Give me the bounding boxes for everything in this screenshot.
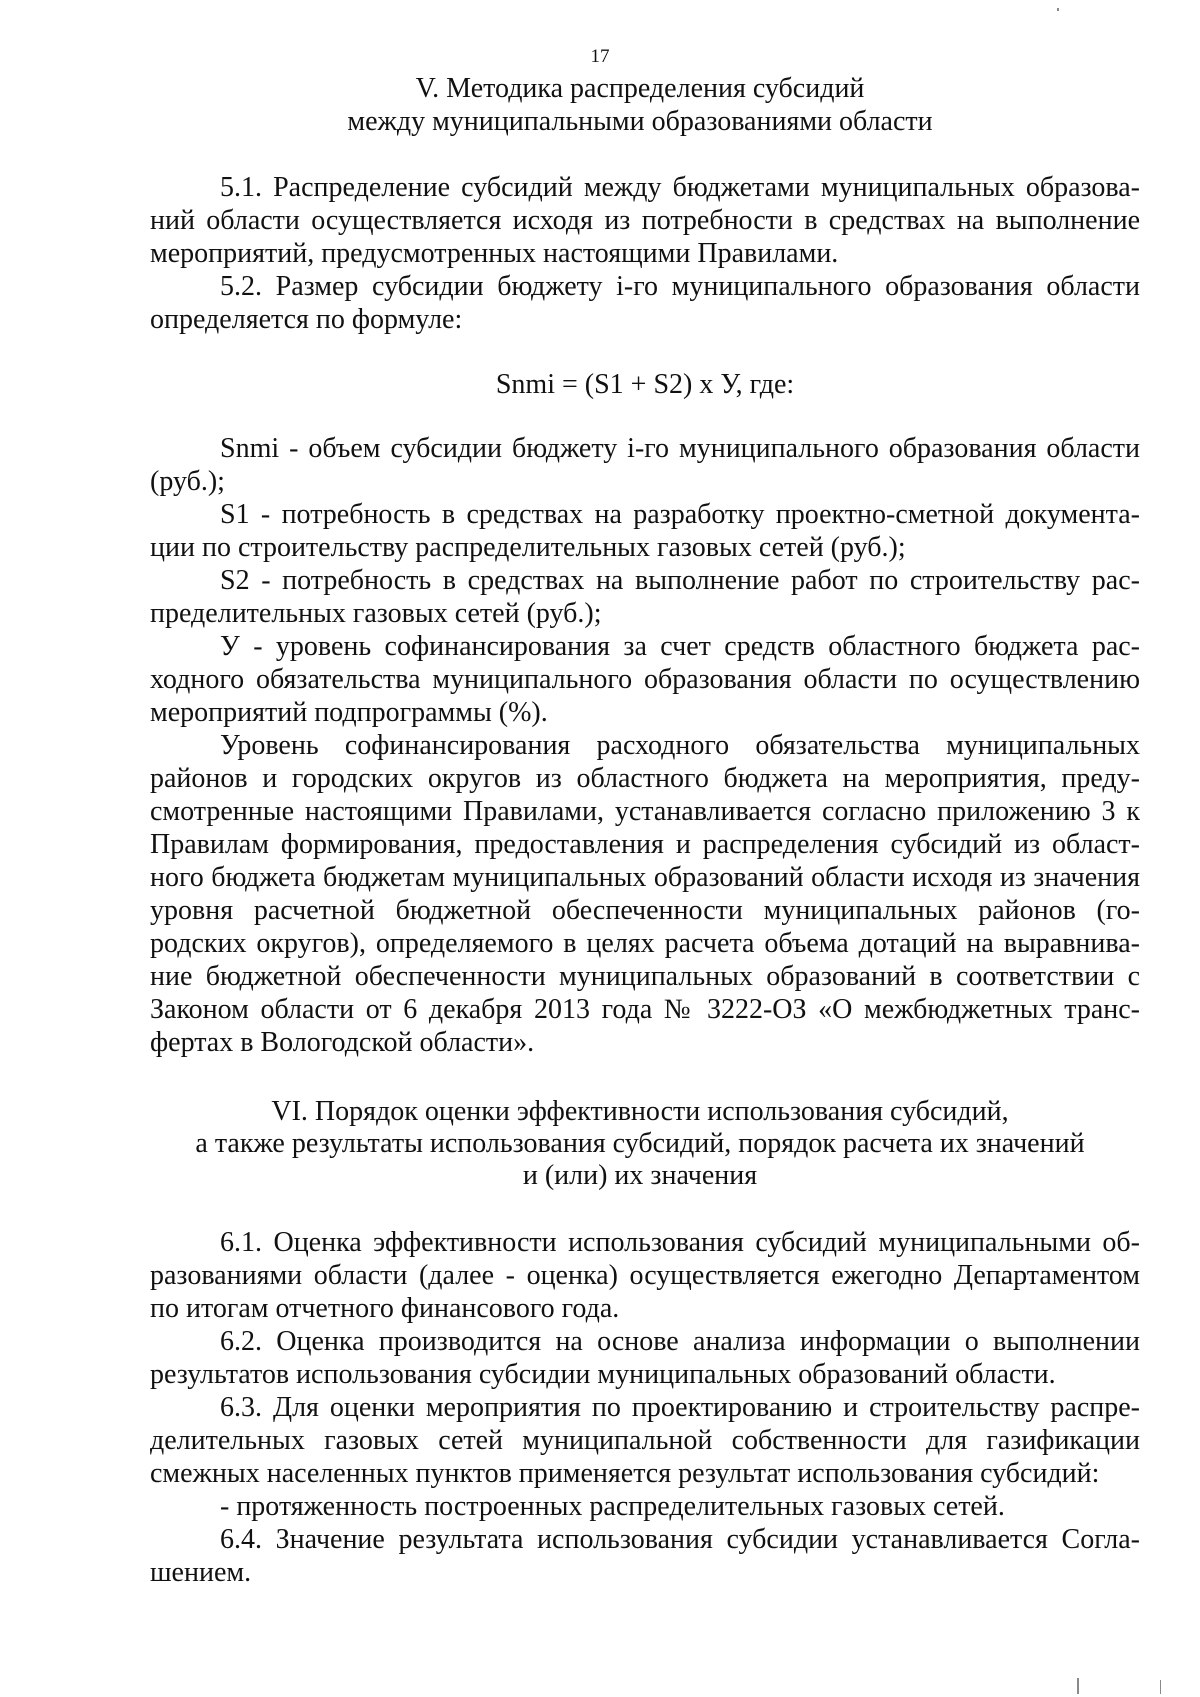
- scan-mark-top: [1057, 8, 1059, 11]
- paragraph-6-3-item: - протяженность построенных распределительных газовых сетей.: [220, 1491, 1005, 1522]
- section-5-heading-line-2: между муниципальными образованиями области: [347, 106, 933, 137]
- paragraph-6-2: 6.2. Оценка производится на основе анализа информации о выполнении результатов использования субсидии муниципальных образований области.: [150, 1326, 1140, 1390]
- section-5-body-b: [150, 432, 1140, 1059]
- paragraph-5-1: 5.1. Распределение субсидий между бюджетами муниципальных образований области осуществляется исходя из потребности в средствах на выполнение мероприятий, предусмотренных настоящими Правилами.: [150, 172, 1140, 269]
- paragraph-6-3: 6.3. Для оценки мероприятия по проектированию и строительству распределительных газовых сетей муниципальной собственности для газификации смежных населенных пунктов применяется результат использования субсидий:: [150, 1392, 1140, 1489]
- definition-u: У - уровень софинансирования за счет средств областного бюджета расходного обязательства муниципального образования области по осуществлению мероприятий подпрограммы (%).: [150, 631, 1140, 728]
- section-6-heading-line-2: а также результаты использования субсидий, порядок расчета их значений: [195, 1128, 1085, 1159]
- section-6-heading-line-1: VI. Порядок оценки эффективности использования субсидий,: [271, 1096, 1009, 1127]
- paragraph-6-4: 6.4. Значение результата использования субсидии устанавливается Соглашением.: [150, 1524, 1140, 1588]
- formula: Snmi = (S1 + S2) x У, где:: [495, 369, 795, 400]
- section-6-body: [150, 1226, 1140, 1589]
- definition-s2: S2 - потребность в средствах на выполнение работ по строительству распределительных газовых сетей (руб.);: [150, 565, 1140, 629]
- page-number: 17: [590, 46, 610, 67]
- section-6-heading-line-3: и (или) их значения: [522, 1160, 758, 1191]
- definition-s1: S1 - потребность в средствах на разработку проектно-сметной документации по строительству распределительных газовых сетей (руб.);: [150, 499, 1140, 563]
- scan-mark-bottom-left: [1077, 1678, 1079, 1694]
- section-5-body-a: [150, 171, 1140, 336]
- paragraph-6-1: 6.1. Оценка эффективности использования субсидий муниципальными образованиями области (далее - оценка) осуществляется ежегодно Департаментом по итогам отчетного финансового года.: [150, 1227, 1140, 1324]
- section-5-heading: [140, 72, 1140, 138]
- paragraph-cofinancing-level: Уровень софинансирования расходного обязательства муниципальных районов и городских округов из областного бюджета на мероприятия, предусмотренные настоящими Правилами, устанавливается согласно приложению 3 к Правилам формирования, предоставления и распределения субсидий из областного бюджета бюджетам муниципальных образований области исходя из значения уровня расчетной бюджетной обеспеченности муниципальных районов (городских округов), определяемого в целях расчета объема дотаций на выравнивание бюджетной обеспеченности муниципальных образований в соответствии с Законом области от 6 декабря 2013 года № 3222-ОЗ «О межбюджетных трансфертах в Вологодской области».: [150, 730, 1140, 1058]
- section-5-heading-line-1: V. Методика распределения субсидий: [415, 73, 865, 104]
- scan-mark-bottom-right: [1160, 1680, 1161, 1694]
- definition-snmi: Snmi - объем субсидии бюджету i-го муниципального образования области (руб.);: [150, 433, 1140, 497]
- paragraph-5-2: 5.2. Размер субсидии бюджету i-го муниципального образования области определяется по формуле:: [150, 271, 1140, 335]
- formula-line: [0, 368, 1200, 401]
- section-6-heading: [140, 1096, 1140, 1192]
